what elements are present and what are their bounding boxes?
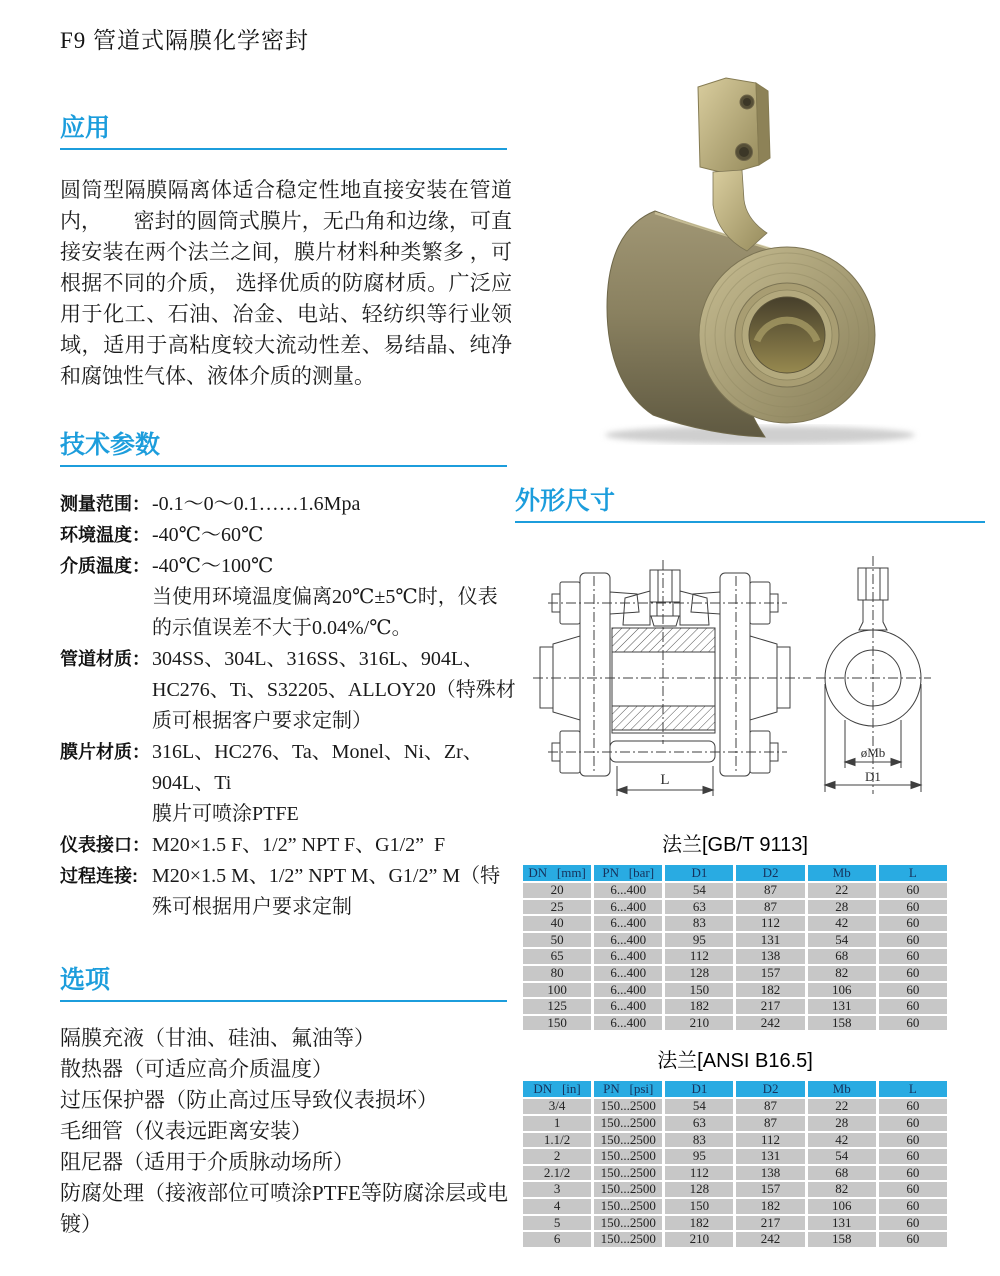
table-cell: 80 [523, 966, 591, 981]
table-row [523, 1216, 947, 1231]
spec-label [60, 892, 152, 923]
hex-hole-upper-center [743, 98, 751, 106]
table-cell: 60 [879, 900, 947, 915]
column-header: D2 [736, 1081, 804, 1097]
column-header: D1 [665, 865, 733, 881]
spec-value: 殊可根据用户要求定制 [152, 896, 352, 918]
table-cell: 150...2500 [594, 1133, 662, 1148]
table-cell: 150...2500 [594, 1149, 662, 1164]
spec-label [60, 706, 152, 737]
table-cell: 182 [736, 983, 804, 998]
spec-row [60, 830, 530, 861]
option-item: 隔膜充液（甘油、硅油、氟油等） [60, 1026, 375, 1050]
spec-row [60, 675, 530, 706]
spec-label: 环境温度： [60, 525, 150, 545]
table-cell: 60 [879, 1199, 947, 1214]
table-header-row [523, 1081, 947, 1097]
table-cell: 87 [736, 1099, 804, 1114]
column-header: D1 [665, 1081, 733, 1097]
table-cell: 131 [736, 933, 804, 948]
table-cell: 6...400 [594, 949, 662, 964]
spec-label [60, 675, 152, 706]
table-cell: 157 [736, 966, 804, 981]
table-row [523, 999, 947, 1014]
table-cell: 63 [665, 1116, 733, 1131]
table-cell: 210 [665, 1016, 733, 1031]
hex-fitting-front [698, 78, 759, 174]
spec-value: 的示值误差不大于0.04%/℃。 [152, 617, 412, 639]
spec-label: 介质温度： [60, 556, 150, 576]
table-cell: 112 [665, 1166, 733, 1181]
table-row [523, 1182, 947, 1197]
table-cell: 6...400 [594, 966, 662, 981]
table-cell: 65 [523, 949, 591, 964]
table-cell: 60 [879, 1016, 947, 1031]
options-list [60, 1023, 512, 1240]
table-row [523, 900, 947, 915]
flange-table [520, 1079, 950, 1248]
table-cell: 60 [879, 1099, 947, 1114]
column-header: Mb [808, 865, 876, 881]
spec-row [60, 613, 530, 644]
table-cell: 68 [808, 1166, 876, 1181]
table-cell: 217 [736, 1216, 804, 1231]
table-cell: 158 [808, 1232, 876, 1247]
application-paragraph: 圆筒型隔膜隔离体适合稳定性地直接安装在管道内， 密封的圆筒式膜片，无凸角和边缘，可直接安装在两个法兰之间，膜片材料种类繁多 ，可根据不同的介质， 选择优质的防腐材质。广泛应用于化工、石油、冶金、电站、轻纺织等行业领域，适用于高粘度较大流动性差、易结晶、纯净和腐蚀性气体、液体介质的测量。 [60, 178, 512, 388]
table-cell: 106 [808, 983, 876, 998]
table-cell: 6...400 [594, 900, 662, 915]
spec-label: 过程连接: [60, 866, 138, 886]
spec-row [60, 582, 530, 613]
side-view [533, 560, 811, 796]
table-cell: 112 [665, 949, 733, 964]
table-cell: 54 [808, 933, 876, 948]
spec-value: 膜片可喷涂PTFE [152, 803, 299, 825]
table-cell: 6...400 [594, 933, 662, 948]
product-photo [595, 45, 970, 445]
spec-label: 测量范围： [60, 494, 150, 514]
column-header: DN [in] [523, 1081, 591, 1097]
table-cell: 6...400 [594, 883, 662, 898]
table-cell: 25 [523, 900, 591, 915]
table-cell: 128 [665, 966, 733, 981]
spec-label: 管道材质： [60, 649, 150, 669]
option-item: 防腐处理（接液部位可喷涂PTFE等防腐涂层或电镀） [60, 1181, 509, 1236]
spec-row [60, 489, 530, 520]
table-cell: 6...400 [594, 983, 662, 998]
table-cell: 60 [879, 933, 947, 948]
table-cell: 82 [808, 1182, 876, 1197]
table-cell: 150...2500 [594, 1216, 662, 1231]
table-cell: 106 [808, 1199, 876, 1214]
option-item: 散热器（可适应高介质温度） [60, 1057, 333, 1081]
spec-row [60, 768, 530, 799]
table-cell: 242 [736, 1016, 804, 1031]
table-cell: 138 [736, 1166, 804, 1181]
spec-value: -0.1～0～0.1……1.6Mpa [152, 493, 361, 515]
table-cell: 60 [879, 1133, 947, 1148]
table-cell: 150...2500 [594, 1232, 662, 1247]
spec-row [60, 799, 530, 830]
table-cell: 3 [523, 1182, 591, 1197]
table-row [523, 883, 947, 898]
table-cell: 68 [808, 949, 876, 964]
table-cell: 2.1/2 [523, 1166, 591, 1181]
table-cell: 87 [736, 900, 804, 915]
spec-value: 316L、HC276、Ta、Monel、Ni、Zr、 [152, 741, 483, 763]
dimension-label-length: L [660, 772, 670, 788]
table-cell: 60 [879, 1166, 947, 1181]
section-heading-dimensions: 外形尺寸 [515, 487, 985, 523]
table-cell: 20 [523, 883, 591, 898]
table-cell: 100 [523, 983, 591, 998]
table-cell: 60 [879, 883, 947, 898]
table-cell: 242 [736, 1232, 804, 1247]
table-cell: 60 [879, 966, 947, 981]
table-cell: 5 [523, 1216, 591, 1231]
section-heading-options: 选项 [60, 966, 507, 1002]
table-cell: 182 [665, 1216, 733, 1231]
table-cell: 6...400 [594, 1016, 662, 1031]
table-cell: 42 [808, 1133, 876, 1148]
spec-row [60, 644, 530, 675]
column-header: Mb [808, 1081, 876, 1097]
page-title: F9 管道式隔膜化学密封 [60, 28, 310, 53]
table-row [523, 966, 947, 981]
table-cell: 158 [808, 1016, 876, 1031]
table-cell: 60 [879, 1232, 947, 1247]
table-cell: 128 [665, 1182, 733, 1197]
table-cell: 87 [736, 883, 804, 898]
table-cell: 157 [736, 1182, 804, 1197]
table-row [523, 933, 947, 948]
table-cell: 60 [879, 916, 947, 931]
column-header: PN [psi] [594, 1081, 662, 1097]
table-cell: 22 [808, 1099, 876, 1114]
table-cell: 54 [665, 1099, 733, 1114]
table-cell: 150...2500 [594, 1182, 662, 1197]
spec-value: -40℃～100℃ [152, 555, 274, 577]
table-cell: 95 [665, 1149, 733, 1164]
table-row [523, 916, 947, 931]
flange-table [520, 863, 950, 1032]
table-cell: 1 [523, 1116, 591, 1131]
table-cell: 82 [808, 966, 876, 981]
spec-label [60, 582, 152, 613]
spec-label [60, 799, 152, 830]
spec-value: 904L、Ti [152, 772, 232, 794]
column-header: D2 [736, 865, 804, 881]
hex-fitting-side [756, 83, 770, 165]
table-cell: 112 [736, 916, 804, 931]
table-row [523, 1199, 947, 1214]
table-cell: 60 [879, 1149, 947, 1164]
table-row [523, 949, 947, 964]
flange-table-block [520, 1044, 950, 1248]
table-cell: 22 [808, 883, 876, 898]
table-cell: 150 [665, 1199, 733, 1214]
table-row [523, 1232, 947, 1247]
spec-row [60, 861, 530, 892]
table-cell: 54 [808, 1149, 876, 1164]
table-cell: 1.1/2 [523, 1133, 591, 1148]
dimension-drawing [515, 548, 985, 816]
table-cell: 6...400 [594, 999, 662, 1014]
dimension-drawing-svg [515, 548, 985, 816]
column-header: PN [bar] [594, 865, 662, 881]
table-cell: 28 [808, 1116, 876, 1131]
flange-tables [520, 828, 950, 1249]
table-cell: 150 [665, 983, 733, 998]
table-cell: 83 [665, 1133, 733, 1148]
flange-table-block [520, 828, 950, 1032]
table-cell: 131 [736, 1149, 804, 1164]
table-cell: 60 [879, 983, 947, 998]
table-cell: 40 [523, 916, 591, 931]
table-cell: 60 [879, 999, 947, 1014]
spec-value: M20×1.5 F、1/2” NPT F、G1/2” F [152, 834, 446, 856]
table-cell: 63 [665, 900, 733, 915]
table-cell: 2 [523, 1149, 591, 1164]
table-cell: 125 [523, 999, 591, 1014]
table-title: 法兰[GB/T 9113] [662, 834, 808, 856]
spec-row [60, 737, 530, 768]
table-cell: 95 [665, 933, 733, 948]
table-cell: 150 [523, 1016, 591, 1031]
spec-row [60, 892, 530, 923]
column-header: L [879, 865, 947, 881]
table-cell: 3/4 [523, 1099, 591, 1114]
spec-value: HC276、Ti、S32205、ALLOY20（特殊材 [152, 679, 516, 701]
option-item: 过压保护器（防止高过压导致仪表损坏） [60, 1088, 438, 1112]
spec-value: 304SS、304L、316SS、316L、904L、 [152, 648, 484, 670]
column-header: L [879, 1081, 947, 1097]
table-row [523, 1099, 947, 1114]
table-cell: 217 [736, 999, 804, 1014]
spec-label [60, 613, 152, 644]
spec-label: 膜片材质： [60, 742, 150, 762]
spec-row [60, 551, 530, 582]
option-item: 阻尼器（适用于介质脉动场所） [60, 1150, 354, 1174]
spec-value: M20×1.5 M、1/2” NPT M、G1/2” M（特 [152, 865, 501, 887]
table-cell: 150...2500 [594, 1099, 662, 1114]
spec-label [60, 768, 152, 799]
column-header: DN [mm] [523, 865, 591, 881]
dimension-label-bore: øMb [860, 745, 886, 760]
table-cell: 6 [523, 1232, 591, 1247]
section-heading-application: 应用 [60, 114, 507, 150]
table-row [523, 983, 947, 998]
spec-label: 仪表接口： [60, 835, 150, 855]
table-cell: 50 [523, 933, 591, 948]
table-cell: 150...2500 [594, 1199, 662, 1214]
table-row [523, 1016, 947, 1031]
table-title: 法兰[ANSI B16.5] [657, 1050, 813, 1073]
table-cell: 83 [665, 916, 733, 931]
spec-value: 质可根据客户要求定制） [152, 710, 372, 732]
table-cell: 60 [879, 1216, 947, 1231]
table-cell: 28 [808, 900, 876, 915]
table-cell: 131 [808, 999, 876, 1014]
table-row [523, 1133, 947, 1148]
table-cell: 138 [736, 949, 804, 964]
table-cell: 131 [808, 1216, 876, 1231]
table-cell: 60 [879, 1116, 947, 1131]
table-row [523, 1116, 947, 1131]
table-cell: 210 [665, 1232, 733, 1247]
table-cell: 54 [665, 883, 733, 898]
table-cell: 112 [736, 1133, 804, 1148]
table-cell: 182 [665, 999, 733, 1014]
section-heading-tech-params: 技术参数 [60, 431, 507, 467]
table-cell: 150...2500 [594, 1166, 662, 1181]
spec-row [60, 706, 530, 737]
option-item: 毛细管（仪表远距离安装） [60, 1119, 312, 1143]
table-cell: 60 [879, 1182, 947, 1197]
table-cell: 150...2500 [594, 1116, 662, 1131]
table-cell: 6...400 [594, 916, 662, 931]
table-cell: 182 [736, 1199, 804, 1214]
table-row [523, 1149, 947, 1164]
hex-hole-lower-center [739, 147, 749, 157]
spec-value: 当使用环境温度偏离20℃±5℃时，仪表 [152, 586, 498, 608]
spec-value: -40℃～60℃ [152, 524, 264, 546]
table-cell: 4 [523, 1199, 591, 1214]
dimension-label-outer: D1 [865, 769, 881, 784]
product-photo-illustration [595, 45, 970, 445]
table-cell: 42 [808, 916, 876, 931]
table-row [523, 1166, 947, 1181]
table-cell: 87 [736, 1116, 804, 1131]
table-header-row [523, 865, 947, 881]
table-cell: 60 [879, 949, 947, 964]
tech-spec-list [60, 489, 530, 923]
spec-row [60, 520, 530, 551]
